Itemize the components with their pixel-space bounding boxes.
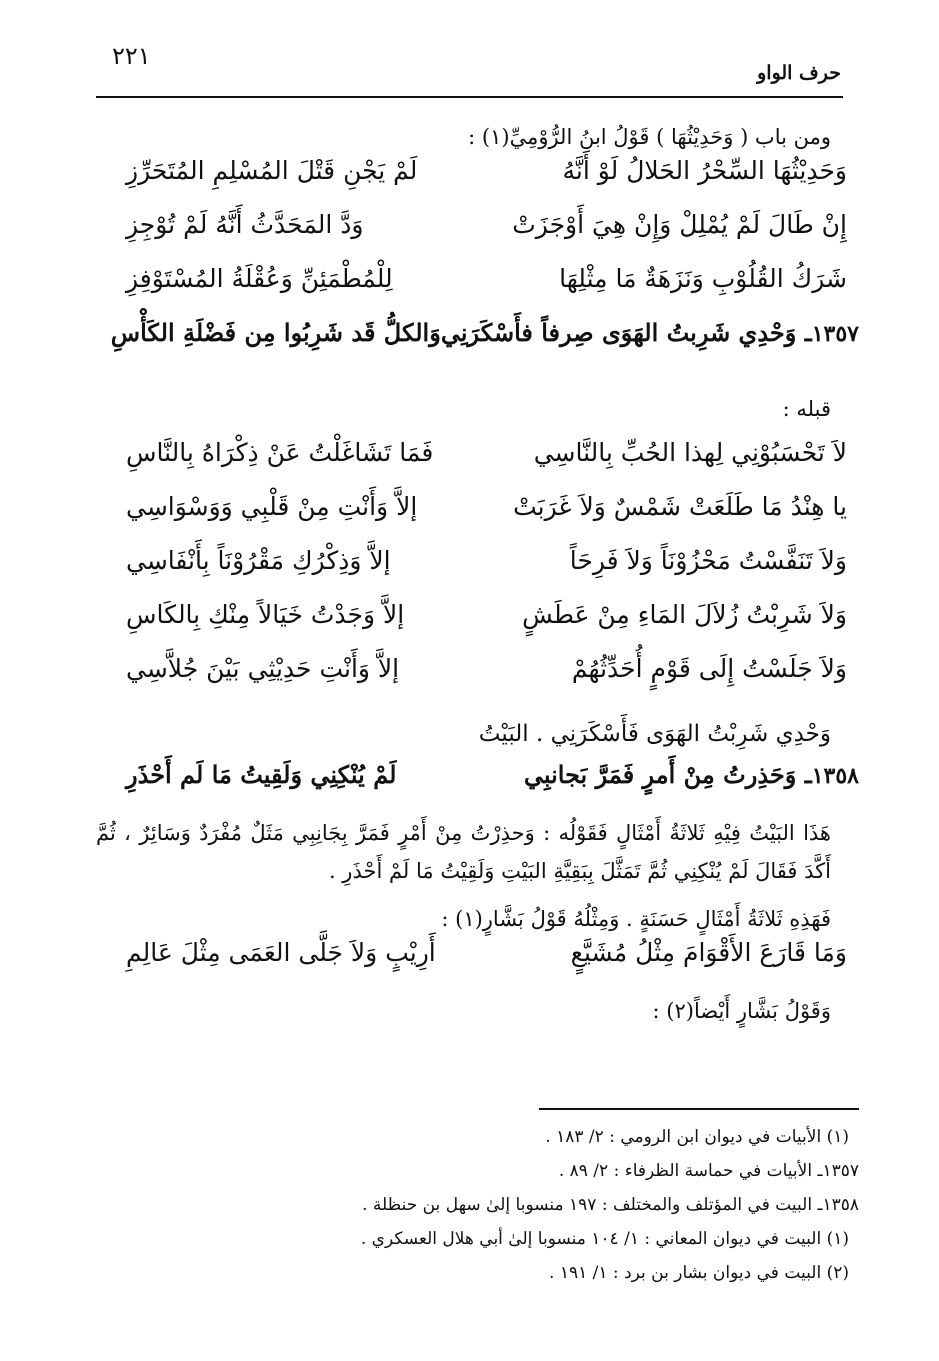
footnotes <box>96 1120 859 1290</box>
verse-first-hemistich: وَحَدِيْثُهَا السِّحْرُ الحَلالُ لَوْ أَنَّهُ <box>562 156 847 185</box>
footnote: (١) البيت في ديوان المعاني : ١/ ١٠٤ منسوبا إلىٰ أبي هلال العسكري . <box>360 1229 849 1249</box>
verse-line <box>96 600 859 654</box>
entry-1358 <box>96 760 859 814</box>
footnote: ١٣٥٧ـ الأبيات في حماسة الظرفاء : ٢/ ٨٩ . <box>558 1161 859 1181</box>
main-text <box>96 118 859 1030</box>
verse-second-hemistich: إلاَّ وَأَنْتِ مِنْ قَلْبِي وَوَسْوَاسِي <box>126 492 418 521</box>
commentary-paragraph: هَذَا البَيْتُ فِيْهِ ثَلاثَةُ أَمْثَالٍ فَقَوْلُه : وَحذِرْتُ مِنْ أَمْرٍ فَمَرَّ بِجَانِبِي مَثَلٌ مُفْرَدٌ وَسَائِرٌ ، ثُمَّ أَكَّدَ فَقَالَ لَمْ يُنْكِنِي ثُمَّ تَمَثَّلَ بِبَقِيَّةِ البَيْتِ وَلَقِيْتُ مَا لَمْ أَحْذَرِ . <box>96 821 831 883</box>
running-title: حرف الواو <box>757 62 841 84</box>
verse-second-hemistich: لَمْ يَجْنِ قَتْلَ المُسْلِمِ المُتَحَرِّزِ <box>126 156 418 185</box>
verse-second-hemistich: إلاَّ وَأَنْتِ حَدِيْثِي بَيْنَ جُلاَّسِي <box>126 654 400 683</box>
entry-second-hemistich: وَالكلُّ قَد شَرِبُوا مِن فَضْلَةِ الكَأْسِ <box>110 318 441 347</box>
page-number: ٢٢١ <box>112 42 151 70</box>
verse-first-hemistich: وَمَا قَارَعَ الأَقْوَامَ مِثْلُ مُشَيَّعٍ <box>570 938 847 967</box>
entry-number: ١٣٥٧ <box>811 321 859 347</box>
header-rule <box>96 96 843 98</box>
intro-line: ومن باب ( وَحَدِيْثُهَا ) قَوْلُ ابنُ الرُّوْمِيِّ(١) : <box>468 125 831 149</box>
footnote: (٢) البيت في ديوان بشار بن برد : ١/ ١٩١ . <box>549 1263 849 1283</box>
entry-first-hemistich <box>441 318 859 347</box>
verse-second-hemistich: وَدَّ المَحَدَّثُ أَنَّهُ لَمْ تُوْجِزِ <box>126 210 364 239</box>
verse-second-hemistich: لِلْمُطْمَئِنِّ وَعُقْلَةُ المُسْتَوْفِزِ <box>126 264 393 293</box>
verse-second-hemistich: إلاَّ وَجَدْتُ خَيَالاً مِنْكِ بِالكَاسِ <box>126 600 405 629</box>
verse-first-hemistich: وَلاَ تَنَفَّسْتُ مَحْزُوْنَاً وَلاَ فَرِحَاً <box>569 546 847 575</box>
entry-number: ١٣٥٨ <box>811 763 859 789</box>
closing-line: وَحْدِي شَرِبْتُ الهَوَى فَأَسْكَرَنِي . البَيْتُ <box>478 721 831 747</box>
verse-line <box>96 156 859 210</box>
entry-first-hemistich <box>524 760 859 789</box>
entry-first-text: ـ وَحَذِرتُ مِنْ أَمرٍ فَمَرَّ بَجانبِي <box>523 760 812 789</box>
qablahu-label: قبله : <box>782 397 831 421</box>
verse-first-hemistich: وَلاَ جَلَسْتُ إِلَى قَوْمٍ أُحَدِّثُهُمْ <box>571 654 847 683</box>
footnote: (١) الأبيات في ديوان ابن الرومي : ٢/ ١٨٣ . <box>545 1127 849 1147</box>
footnote-rule <box>539 1108 859 1110</box>
commentary-line: فَهَذِهِ ثَلاثَةُ أَمْثَالٍ حَسَنَةٍ . وَمِثْلُهُ قَوْلُ بَشَّارٍ(١) : <box>441 907 831 931</box>
verse-second-hemistich: إلاَّ وَذِكْرُكِ مَقْرُوْنَاً بِأَنْفَاسِي <box>126 546 391 575</box>
verse-line <box>96 492 859 546</box>
commentary-line: وَقَوْلُ بَشَّارٍ أَيْضاً(٢) : <box>652 999 831 1023</box>
verse-line <box>96 438 859 492</box>
poem-hind <box>96 438 859 708</box>
verse-line <box>96 546 859 600</box>
verse-line <box>96 210 859 264</box>
verse-second-hemistich: فَمَا تَشَاغَلْتُ عَنْ ذِكْرَاهُ بِالنَّاسِ <box>126 438 434 467</box>
verse-first-hemistich: لاَ تَحْسَبُوْنِي لِهذا الحُبِّ بِالنَّاسِي <box>533 438 847 467</box>
verse-line <box>96 654 859 708</box>
verse-line <box>96 938 859 992</box>
entry-1357 <box>96 318 859 372</box>
verse-first-hemistich: إِنْ طَالَ لَمْ يُمْلِلْ وَإِنْ هِيَ أَوْجَزَتْ <box>512 210 847 239</box>
entry-second-hemistich: لَمْ يُنْكِنِي وَلَقِيتُ مَا لَم أَحْذَرِ <box>126 760 397 789</box>
entry-first-text: ـ وَحْدِي شَرِبتُ الهَوَى صِرفاً فأَسْكَرَنِي <box>440 318 812 347</box>
verse-first-hemistich: وَلاَ شَرِبْتُ زُلاَلَ المَاءِ مِنْ عَطَشٍ <box>522 600 847 629</box>
verse-second-hemistich: أَرِيْبٍ وَلاَ جَلَّى العَمَى مِثْلَ عَالِمِ <box>126 938 436 967</box>
verse-first-hemistich: يا هِنْدُ مَا طَلَعَتْ شَمْسٌ وَلاَ غَرَبَتْ <box>513 492 847 521</box>
verse-first-hemistich: شَرَكُ القُلُوْبِ وَنَزَهَةٌ مَا مِثْلِهَا <box>559 264 847 293</box>
footnote: ١٣٥٨ـ البيت في المؤتلف والمختلف : ١٩٧ منسوبا إلىٰ سهل بن حنظلة . <box>362 1195 859 1215</box>
poem-ibn-rumi <box>96 156 859 318</box>
verse-line <box>96 264 859 318</box>
